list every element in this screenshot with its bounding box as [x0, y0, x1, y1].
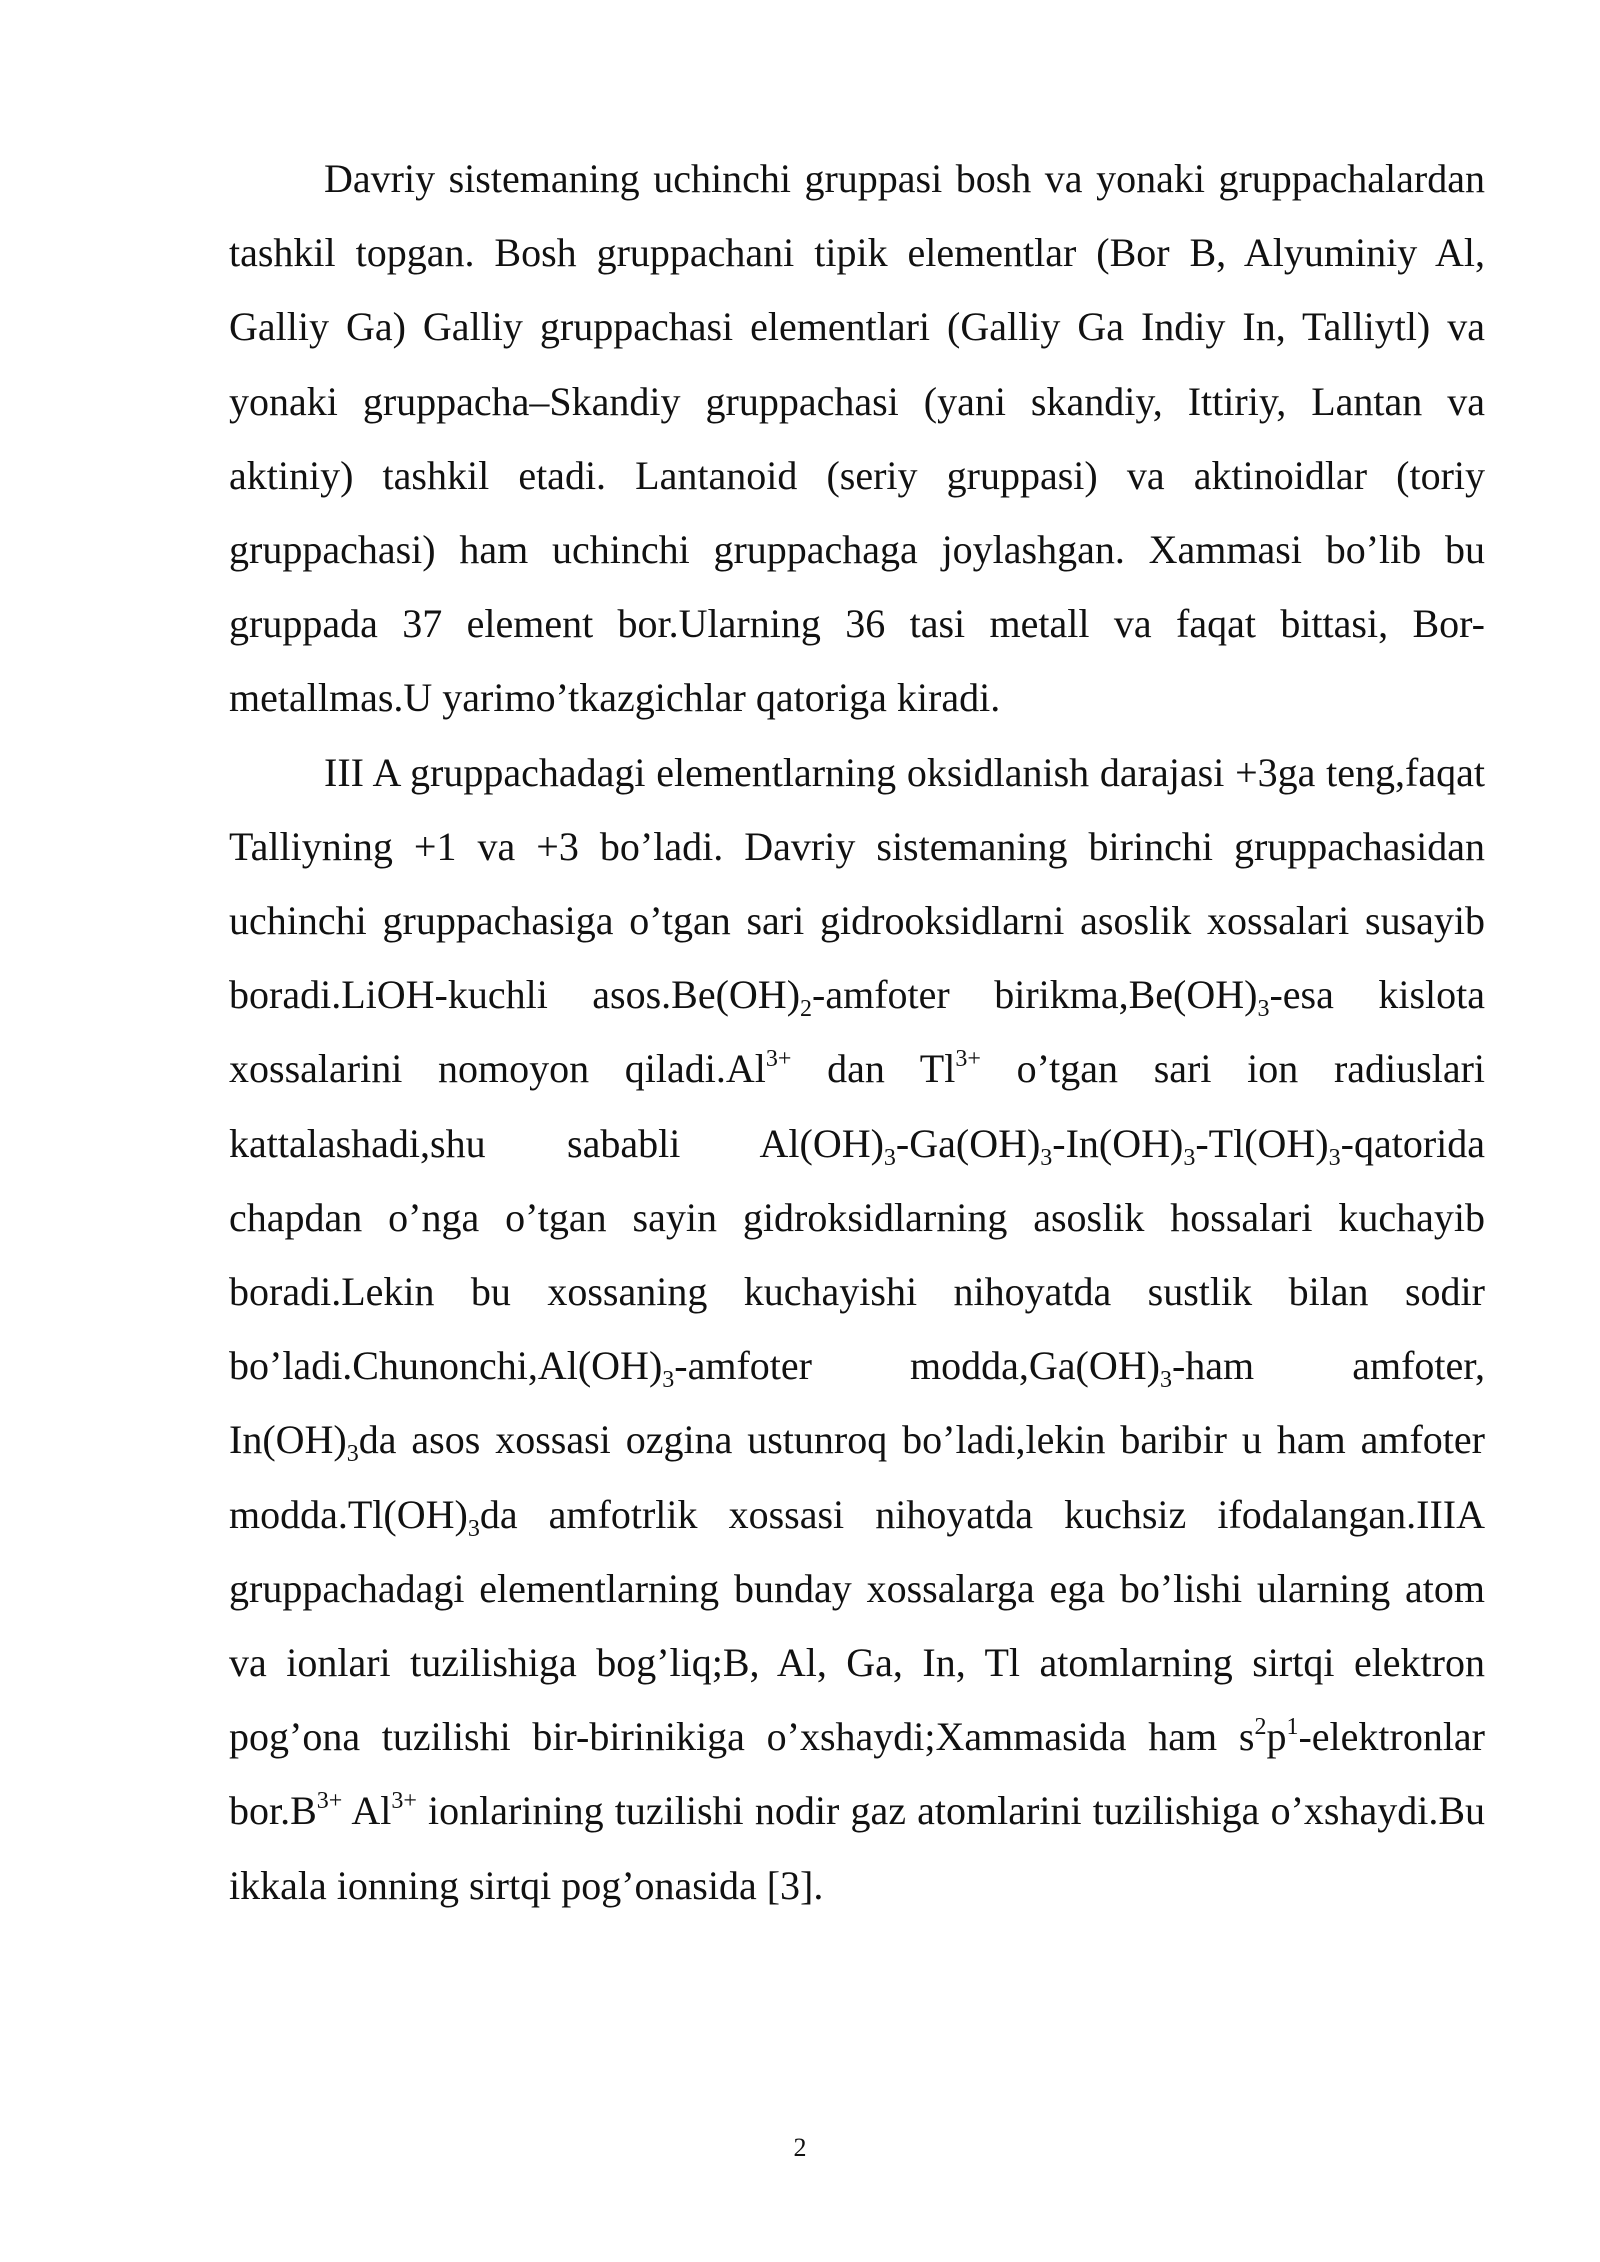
document-body — [229, 142, 1485, 1923]
subscript: 3 — [1183, 1144, 1196, 1171]
subscript: 3 — [883, 1144, 896, 1171]
superscript: 3+ — [316, 1788, 343, 1815]
text-run: da amfotrlik xossasi nihoyatda kuchsiz ifodalangan.IIIA gruppachadagi elementlarning bunday xossalarga ega bo’lishi ularning atom va ionlari tuzilishiga bog’liq;B, Al, Ga, In, Tl atomlarning sirtqi elektron pog’ona tuzilishi bir-birinikiga o’xshaydi;Xammasida ham s — [229, 1491, 1485, 1760]
subscript: 2 — [800, 996, 813, 1023]
text-run: -qatorida chapdan o’nga o’tgan sayin gidroksidlarning asoslik hossalari kuchayib boradi.Lekin bu xossaning kuchayishi nihoyatda sustlik bilan sodir bo’ladi.Chunonchi,Al(OH) — [229, 1120, 1485, 1389]
superscript: 2 — [1254, 1714, 1267, 1741]
text-run: ionlarining tuzilishi nodir gaz atomlarini tuzilishiga o’xshaydi.Bu ikkala ionning sirtqi pog’onasida [3]. — [229, 1788, 1485, 1908]
text-run: -elektronlar bor.B — [229, 1714, 1485, 1834]
text-run: o’tgan sari ion radiuslari kattalashadi,shu sababli Al(OH) — [229, 1046, 1486, 1166]
text-run: -Tl(OH) — [1195, 1120, 1329, 1166]
text-run: -ham amfoter, In(OH) — [229, 1343, 1485, 1463]
paragraph-2 — [229, 736, 1485, 1923]
text-run: dan Tl — [791, 1046, 956, 1092]
text-run: -amfoter modda,Ga(OH) — [674, 1343, 1160, 1389]
superscript: 3+ — [765, 1046, 792, 1073]
text-run: -esa kislota xossalarini nomoyon qiladi.Al — [229, 972, 1485, 1092]
subscript: 3 — [1328, 1144, 1341, 1171]
text-run: da asos xossasi ozgina ustunroq bo’ladi,lekin baribir u ham amfoter modda.Tl(OH) — [229, 1417, 1485, 1537]
text-run: III A gruppachadagi elementlarning oksidlanish darajasi +3ga teng,faqat Talliyning +1 va +3 bo’ladi. Davriy sistemaning birinchi gruppachasidan uchinchi gruppachasiga o’tgan sari gidrooksidlarni asoslik xossalari susayib boradi.LiOH-kuchli asos.Be(OH) — [229, 749, 1485, 1018]
paragraph-1: Davriy sistemaning uchinchi gruppasi bosh va yonaki gruppachalardan tashkil topgan. Bosh gruppachani tipik elementlar (Bor B, Alyuminiy Al, Galliy Ga) Galliy gruppachasi elementlari (Galliy Ga Indiy In, Talliytl) va yonaki gruppacha–Skandiy gruppachasi (yani skandiy, Ittiriy, Lantan va aktiniy) tashkil etadi. Lantanoid (seriy gruppasi) va aktinoidlar (toriy gruppachasi) ham uchinchi gruppachaga joylashgan. Xammasi bo’lib bu gruppada 37 element bor.Ularning 36 tasi metall va faqat bittasi, Bor-metallmas.U yarimo’tkazgichlar qatoriga kiradi. — [229, 156, 1485, 721]
superscript: 1 — [1286, 1714, 1299, 1741]
subscript: 3 — [662, 1367, 675, 1394]
subscript: 3 — [346, 1441, 359, 1468]
text-run: -amfoter birikma,Be(OH) — [812, 972, 1258, 1018]
text-run: Al — [342, 1788, 392, 1834]
superscript: 3+ — [955, 1046, 981, 1073]
subscript: 3 — [1040, 1144, 1053, 1171]
text-run: -In(OH) — [1052, 1120, 1184, 1166]
text-run: -Ga(OH) — [895, 1120, 1041, 1166]
page-number: 2 — [793, 2133, 807, 2162]
text-run: p — [1266, 1714, 1287, 1760]
subscript: 3 — [467, 1515, 480, 1542]
subscript: 3 — [1257, 996, 1270, 1023]
subscript: 3 — [1159, 1367, 1172, 1394]
superscript: 3+ — [391, 1788, 417, 1815]
